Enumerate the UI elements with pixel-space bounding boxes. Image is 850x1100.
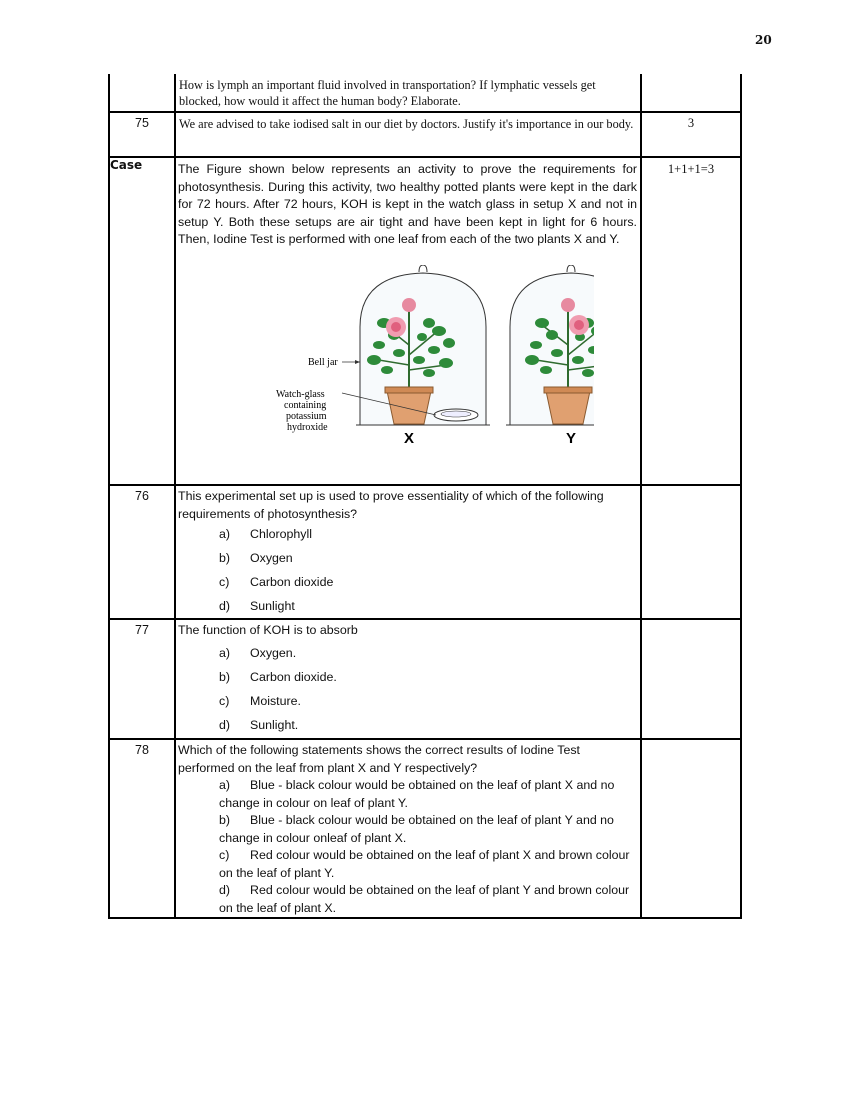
watch-glass-label-line-4: hydroxide: [287, 421, 328, 433]
options-list: [176, 641, 640, 737]
option-d: d) Sunlight: [219, 599, 295, 613]
question-text: This experimental set up is used to prove essentiality of which of the following requirements of photosynthesis?: [178, 489, 604, 521]
option-b: b) Oxygen: [219, 551, 293, 565]
question-number: 78: [135, 743, 149, 757]
watch-glass-label-line-3: potassium: [286, 410, 327, 422]
case-label: Case: [109, 157, 175, 485]
question-row-78: [109, 739, 741, 918]
option-b: b) Blue - black colour would be obtained on the leaf of plant Y and no change in colour onleaf of plant X.: [219, 813, 614, 845]
question-number: 77: [135, 623, 149, 637]
setup-x-label: X: [403, 429, 415, 445]
option-a: a) Blue - black colour would be obtained on the leaf of plant X and no change in colour on leaf of plant Y.: [219, 778, 615, 810]
watch-glass-label-line-2: containing: [284, 399, 327, 411]
option-c: c) Red colour would be obtained on the leaf of plant X and brown colour on the leaf of plant Y.: [219, 848, 630, 880]
options-list: [176, 777, 640, 917]
options-list: [176, 522, 640, 618]
option-a: a) Oxygen.: [219, 645, 297, 660]
watch-glass: [434, 409, 478, 421]
question-text: We are advised to take iodised salt in our diet by doctors. Justify it's importance in our body.: [179, 117, 634, 131]
question-row-76: [109, 485, 741, 619]
watch-glass-label-line-1: Watch-glass: [276, 388, 325, 400]
question-marks: 3: [687, 116, 695, 130]
question-number: 75: [135, 116, 149, 130]
question-row-77: [109, 619, 741, 739]
question-text: Which of the following statements shows the correct results of Iodine Test performed on the leaf from plant X and Y respectively?: [178, 743, 580, 775]
option-a: a) Chlorophyll: [219, 527, 312, 541]
question-text: The function of KOH is to absorb: [178, 623, 358, 637]
option-d: d) Red colour would be obtained on the leaf of plant Y and brown colour on the leaf of plant X.: [219, 883, 630, 915]
case-text: The Figure shown below represents an activity to prove the requirements for photosynthesis. During this activity, two healthy potted plants were kept in the dark for 72 hours. After 72 hours, KOH is kept in the watch glass in setup X and not in setup Y. Both these setups are air tight and have been kept in light for 6 hours. Then, Iodine Test is performed with one leaf from each of the two plants X and Y.: [178, 162, 637, 246]
case-row: [109, 157, 741, 485]
question-row-75: [109, 112, 741, 157]
case-marks: 1+1+1=3: [667, 162, 715, 176]
option-d: d) Sunlight.: [219, 717, 299, 732]
questions-table: [108, 74, 742, 919]
page-number: 20: [755, 33, 772, 47]
option-c: c) Moisture.: [219, 693, 301, 708]
option-c: c) Carbon dioxide: [219, 575, 334, 589]
bell-jar-label: Bell jar: [308, 356, 338, 368]
question-row-74: [109, 74, 741, 112]
question-text: How is lymph an important fluid involved in transportation? If lymphatic vessels get blocked, how would it affect the human body? Elaborate.: [179, 78, 596, 108]
setup-y-label: Y: [565, 429, 577, 445]
photosynthesis-figure: [224, 265, 594, 445]
question-number: 76: [135, 489, 149, 503]
option-b: b) Carbon dioxide.: [219, 669, 337, 684]
